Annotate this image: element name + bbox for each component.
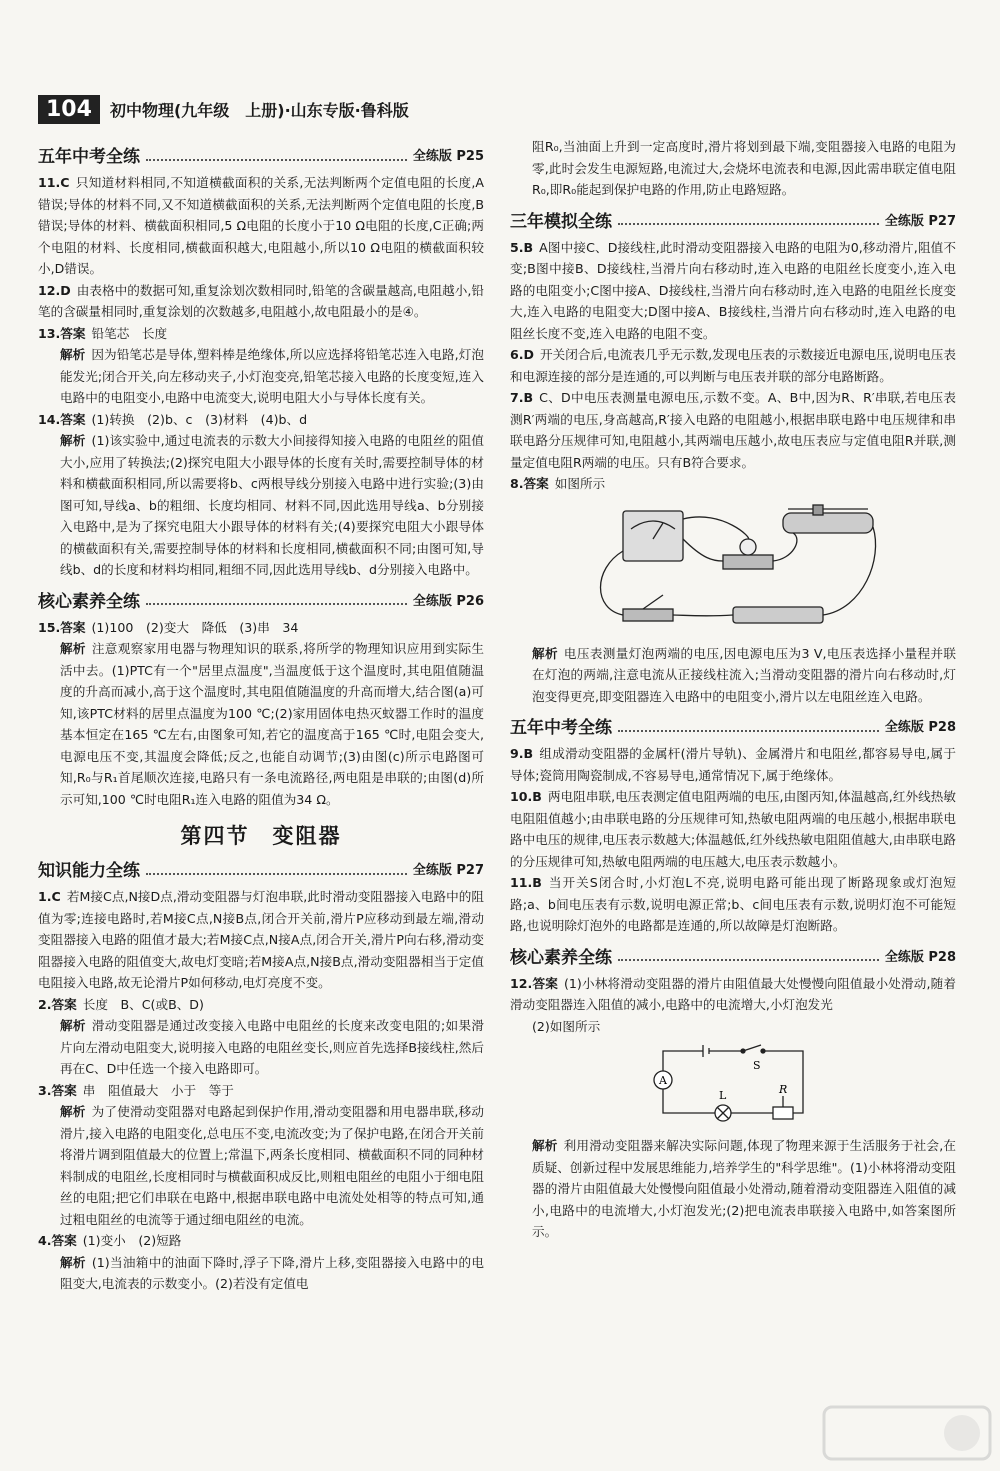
answer-item: 4.答案 (1)变小 (2)短路	[38, 1233, 182, 1248]
explanation: 解析 因为铅笔芯是导体,塑料棒是绝缘体,所以应选择将铅笔芯连入电路,灯泡能发光;闭合开关,向左移动夹子,小灯泡变亮,铅笔芯接入电路的长度变短,连入电路中的电阻变小,电路中电流变大,说明电阻大小与导体长度有关。	[60, 347, 485, 405]
explanation: 解析 (1)该实验中,通过电流表的示数大小间接得知接入电路的电阻丝的阻值大小,应用了转换法;(2)探究电阻大小跟导体的长度有关时,需要控制导体的材料和横截面积相同,所以需要将b、c两根导线分别接入电路中进行实验;(3)由图可知,导线a、b的粗细、长度均相同、材料不同,因此选用导线a、b分别接入电路中,是为了探究电阻大小跟导体的材料有关;(4)要探究电阻大小跟导体的横截面积有关,需要控制导体的材料和长度相同,横截面积不同;由图可知,导线b、d的长度和材料均相同,粗细不同,因此选用导线b、d分别接入电路中。	[60, 433, 484, 577]
section-ref: 全练版 P26	[412, 593, 484, 609]
explanation: 解析 滑动变阻器是通过改变接入电路中电阻丝的长度来改变电阻的;如果滑片向左滑动电阻变大,说明接入电路的电阻丝变长,则应首先选择B接线柱,然后再在C、D中任选一个接入电路即可。	[60, 1018, 484, 1076]
watermark-logo	[822, 1403, 992, 1463]
explanation: 解析 注意观察家用电器与物理知识的联系,将所学的物理知识应用到实际生活中去。(1)PTC有一个"居里点温度",当温度低于这个温度时,其电阻值随温度的升高而减小,高于这个温度时,其电阻值随温度的升高而增大,结合图(a)可知,该PTC材料的居里点温度为100 ℃;(2)家用固体电热灭蚊器工作时的温度基本恒定在165 ℃左右,由图象可知,若它的温度高于165 ℃时,电阻会变大,电源电压不变,其温度会降低;反之,也能自动调节;(3)由图(c)所示电路图可知,R₀与R₁首尾顺次连接,电路只有一条电流路径,两电阻是串联的;由图(d)所示可知,100 ℃时电阻R₁连入电路的阻值为34 Ω。	[60, 641, 484, 807]
section-ref: 全练版 P28	[884, 949, 956, 965]
section-ref: 全练版 P28	[884, 720, 956, 735]
left-column	[38, 136, 484, 1295]
section-ref: 全练版 P25	[412, 149, 484, 164]
chapter-title: 第四节 变阻器	[180, 824, 342, 848]
explanation: 解析 电压表测量灯泡两端的电压,因电源电压为3 V,电压表选择小量程并联在灯泡的两端,注意电流从正接线柱流入;当滑动变阻器的滑片向右移动时,灯泡变得更亮,即变阻器连入电路中的电阻变小,滑片以左电阻丝连入电路。	[532, 645, 957, 704]
section-title: 五年中考全练	[38, 147, 140, 167]
book-title: 初中物理(九年级 上册)·山东专版·鲁科版	[109, 100, 409, 120]
explanation: 解析 为了使滑动变阻器对电路起到保护作用,滑动变阻器和用电器串联,移动滑片,接入电路的电阻变化,总电压不变,电流改变;为了保护电路,在闭合开关前将滑片调到阻值最大的位置上;常温下,两条长度相同、横截面积不同的同种材料制成的电阻丝,长度相同时与横截面积成反比,则粗电阻丝的电阻小于细电阻丝的电阻;把它们串联在电路中,根据串联电路中电流处处相等的特点可知,通过粗电阻丝的电流等于通过细电阻丝的电流。	[60, 1104, 485, 1227]
section-header	[510, 207, 956, 232]
answer-item: 15.答案 (1)100 (2)变大 降低 (3)串 34	[38, 619, 299, 635]
lamp-label: L	[719, 1089, 727, 1102]
answer-item: 9.B 组成滑动变阻器的金属杆(滑片导轨)、金属滑片和电阻丝,都容易导电,属于导体;瓷筒用陶瓷制成,不容易导电,通常情况下,属于绝缘体。	[510, 746, 956, 783]
answer-item: 10.B 两电阻串联,电压表测定值电阻两端的电压,由图丙知,体温越高,红外线热敏电阻阻值越小;由串联电路的分压规律可知,热敏电阻两端的电压越小,根据串联电路中电压的规律,电压表示数越大;体温越低,红外线热敏电阻阻值越大,由串联电路的分压规律可知,热敏电阻两端的电压越大,电压表示数越小。	[510, 789, 956, 869]
explanation-continued: 阻R₀,当油面上升到一定高度时,滑片将划到最下端,变阻器接入电路的电阻为零,此时会发生电源短路,电流过大,会烧坏电流表和电源,因此需串联定值电阻R₀,即R₀能起到保护电路的作用,防止电路短路。	[532, 139, 956, 197]
answer-item: 8.答案 如图所示	[510, 476, 606, 491]
section-ref: 全练版 P27	[884, 213, 956, 229]
answer-item: 7.B C、D中电压表测量电源电压,示数不变。A、B中,因为R、R′串联,若电压表测R′两端的电压,身高越高,R′接入电路的电阻越小,根据串联电路中电压规律和串联电路分压规律可知,电阻越小,其两端电压越小,故电压表应与定值电阻R并联,测量定值电阻R两端的电压。只有B符合要求。	[510, 390, 956, 470]
answer-item: 11.B 当开关S闭合时,小灯泡L不亮,说明电路可能出现了断路现象或灯泡短路;a、b间电压表有示数,说明电源正常;b、c间电压表有示数,说明灯泡不可能短路,也说明除灯泡外的电路都是连通的,所以故障是灯泡断路。	[510, 875, 956, 933]
page-header	[38, 92, 409, 126]
resistor-label: R	[779, 1083, 788, 1096]
section-header	[38, 142, 484, 167]
answer-item: 12.D 由表格中的数据可知,重复涂划次数相同时,铅笔的含碳量越高,电阻越小,铅笔的含碳量相同时,重复涂划的次数越多,电阻越小,故电阻最小的是④。	[38, 282, 484, 319]
section-header	[510, 713, 956, 738]
explanation: 解析 (1)当油箱中的油面下降时,浮子下降,滑片上移,变阻器接入电路中的电阻变大,电流表的示数变小。(2)若没有定值电	[60, 1254, 485, 1291]
explanation: 解析 利用滑动变阻器来解决实际问题,体现了物理来源于生活服务于社会,在质疑、创新过程中发展思维能力,培养学生的"科学思维"。(1)小林将滑动变阻器的滑片由阻值最大处慢慢向阻值最小处滑动,随着滑动变阻器连入阻值的减小,电路中的电流增大,小灯泡发光;(2)把电流表串联接入电路中,如答案图所示。	[532, 1138, 957, 1239]
switch-label: S	[753, 1059, 761, 1072]
section-title: 知识能力全练	[38, 861, 140, 881]
wiring-diagram-figure	[583, 499, 883, 639]
section-title: 五年中考全练	[510, 718, 612, 738]
section-title: 三年模拟全练	[510, 211, 612, 232]
page-number: 104	[38, 95, 100, 124]
answer-item: 13.答案 铅笔芯 长度	[38, 325, 168, 341]
section-header	[38, 856, 484, 881]
section-header	[510, 943, 956, 968]
section-title: 核心素养全练	[510, 947, 612, 968]
answer-item: 2.答案 长度 B、C(或B、D)	[38, 996, 204, 1012]
ammeter-label: A	[659, 1074, 667, 1087]
circuit-diagram-figure	[643, 1041, 823, 1131]
section-ref: 全练版 P27	[412, 863, 484, 878]
answer-item: 6.D 开关闭合后,电流表几乎无示数,发现电压表的示数接近电源电压,说明电压表和电源连接的部分是连通的,可以判断与电压表并联的部分电路断路。	[510, 347, 956, 384]
answer-item: 3.答案 串 阻值最大 小于 等于	[38, 1082, 234, 1098]
answer-item: 11.C 只知道材料相同,不知道横截面积的关系,无法判断两个定值电阻的长度,A错误;导体的材料不同,又不知道横截面积的关系,无法判断两个定值电阻的长度,B错误;导体的材料、横截面积相同,5 Ω电阻的长度小于10 Ω电阻的长度,C正确;两个电阻的材料、长度相同,横截面积越大,电阻越小,所以10 Ω电阻的横截面积较小,D错误。	[38, 175, 484, 276]
answer-item: 5.B A图中接C、D接线柱,此时滑动变阻器接入电路的电阻为0,移动滑片,阻值不变;B图中接B、D接线柱,当滑片向右移动时,连入电路的电阻丝长度变小,连入电路的电阻变小;C图中接A、D接线柱,当滑片向右移动时,连入电路的电阻丝长度变大,连入电路的电阻变大;D图中接A、B接线柱,当滑片向右移动时,连入电路的电阻丝长度不变,连入电路的电阻不变。	[510, 239, 956, 341]
answer-item: 1.C 若M接C点,N接D点,滑动变阻器与灯泡串联,此时滑动变阻器接入电路中的阻值为零;连接电路时,若M接C点,N接B点,闭合开关前,滑片P应移动到最左端,滑动变阻器接入电路的阻值才最大;若M接C点,N接A点,闭合开关,滑片P向右移,滑动变阻器接入电路的阻值变大,故电灯变暗;若M接A点,N接B点,滑动变阻器相当于定值电阻接入电路,故无论滑片P如何移动,电灯亮度不变。	[38, 889, 484, 990]
right-column	[510, 136, 956, 1243]
answer-item: 12.答案 (1)小林将滑动变阻器的滑片由阻值最大处慢慢向阻值最小处滑动,随着滑动变阻器连入阻值的减小,电路中的电流增大,小灯泡发光	[510, 975, 957, 1012]
section-title: 核心素养全练	[38, 591, 140, 612]
answer-part: (2)如图所示	[532, 1018, 601, 1034]
answer-item: 14.答案 (1)转换 (2)b、c (3)材料 (4)b、d	[38, 411, 308, 427]
section-header	[38, 587, 484, 612]
